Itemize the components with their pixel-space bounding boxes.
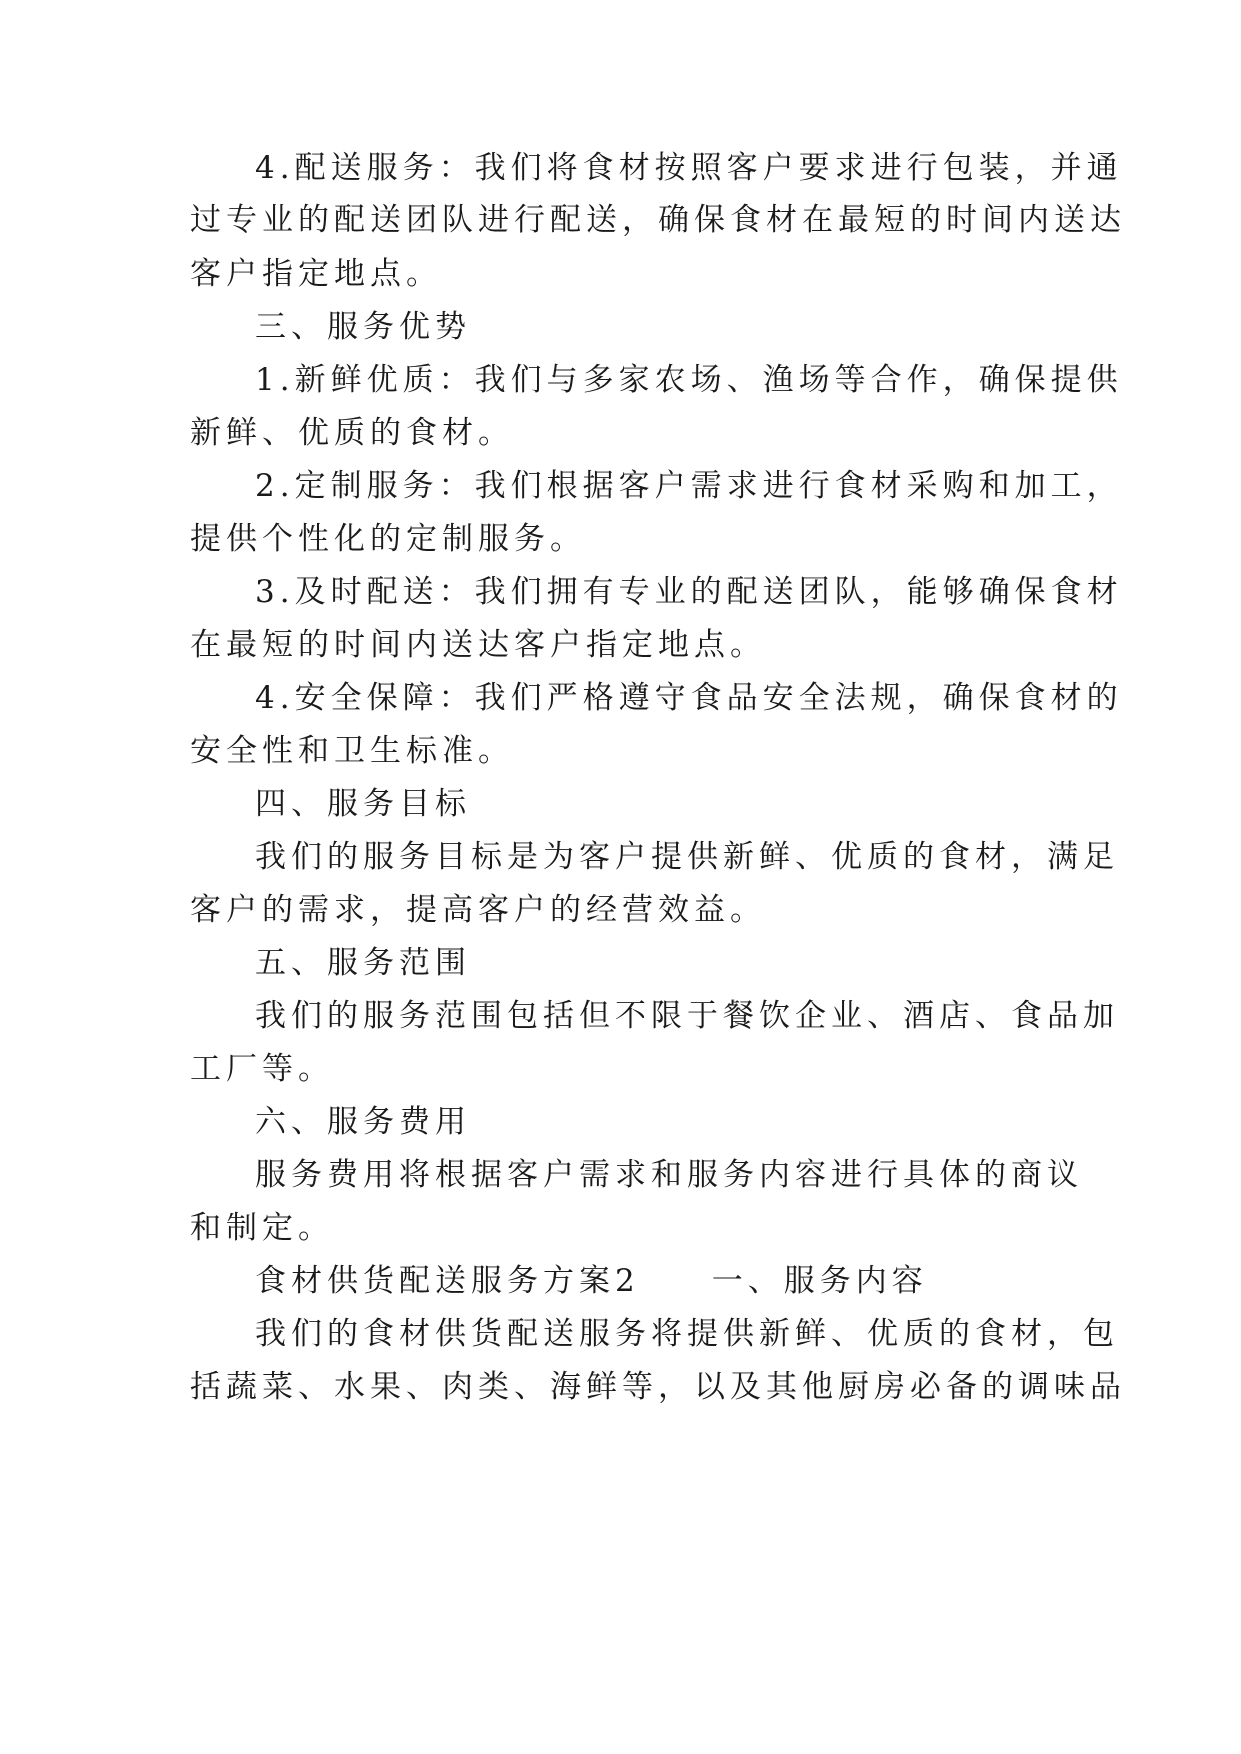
paragraph-line: 服务费用将根据客户需求和服务内容进行具体的商议 (255, 1157, 1083, 1193)
paragraph-line: 3.及时配送：我们拥有专业的配送团队，能够确保食材 (255, 574, 1123, 610)
paragraph-line: 客户的需求，提高客户的经营效益。 (190, 892, 766, 928)
section-heading: 食材供货配送服务方案2 一、服务内容 (255, 1263, 928, 1299)
paragraph-line: 括蔬菜、水果、肉类、海鲜等，以及其他厨房必备的调味品 (190, 1369, 1126, 1405)
paragraph-line: 新鲜、优质的食材。 (190, 415, 514, 451)
paragraph-line: 4.安全保障：我们严格遵守食品安全法规，确保食材的 (255, 680, 1123, 716)
section-heading: 四、服务目标 (255, 786, 471, 822)
paragraph-line: 2.定制服务：我们根据客户需求进行食材采购和加工， (255, 468, 1123, 504)
paragraph-line: 在最短的时间内送达客户指定地点。 (190, 627, 766, 663)
paragraph-line: 我们的服务目标是为客户提供新鲜、优质的食材，满足 (255, 839, 1119, 875)
paragraph-line: 过专业的配送团队进行配送，确保食材在最短的时间内送达 (190, 202, 1126, 238)
paragraph-line: 工厂等。 (190, 1051, 334, 1087)
section-heading: 三、服务优势 (255, 309, 471, 345)
paragraph-line: 安全性和卫生标准。 (190, 733, 514, 769)
paragraph-line: 4.配送服务：我们将食材按照客户要求进行包装，并通 (255, 150, 1123, 186)
paragraph-line: 提供个性化的定制服务。 (190, 521, 586, 557)
section-heading: 五、服务范围 (255, 945, 471, 981)
paragraph-line: 我们的食材供货配送服务将提供新鲜、优质的食材，包 (255, 1316, 1119, 1352)
section-heading: 六、服务费用 (255, 1104, 471, 1140)
paragraph-line: 1.新鲜优质：我们与多家农场、渔场等合作，确保提供 (255, 362, 1123, 398)
paragraph-line: 和制定。 (190, 1210, 334, 1246)
paragraph-line: 我们的服务范围包括但不限于餐饮企业、酒店、食品加 (255, 998, 1119, 1034)
paragraph-line: 客户指定地点。 (190, 256, 442, 292)
